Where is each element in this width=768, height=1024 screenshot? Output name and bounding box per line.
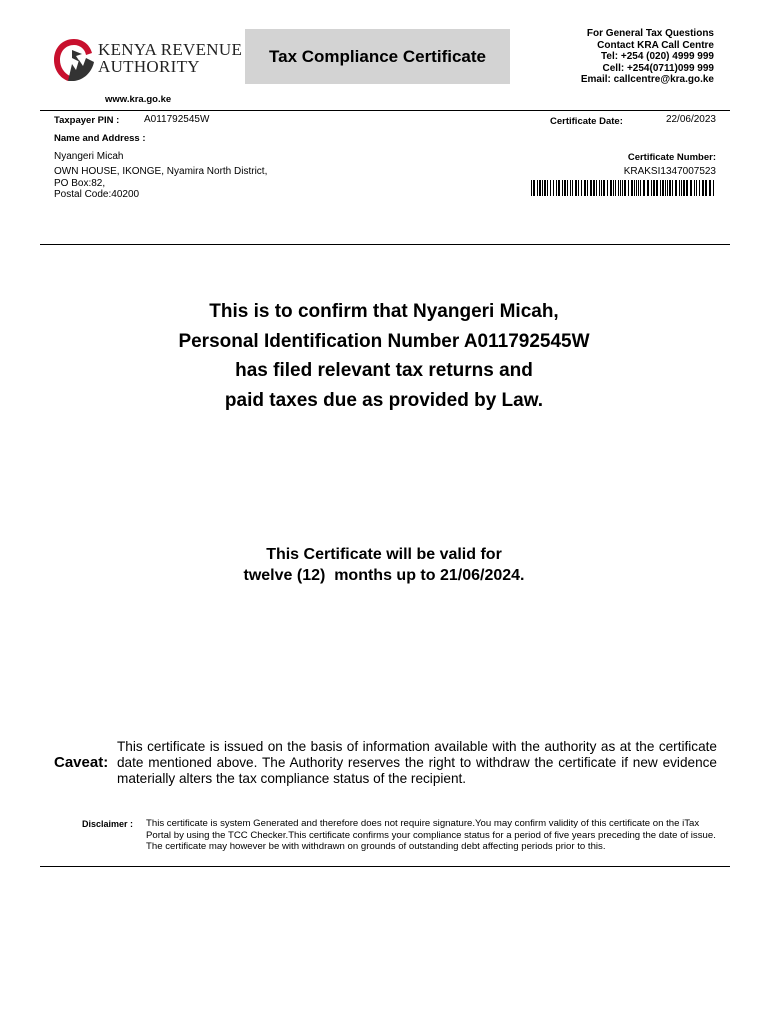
barcode-bar bbox=[683, 180, 685, 196]
statement-line-3: has filed relevant tax returns and bbox=[235, 360, 533, 381]
pin-value: A011792545W bbox=[144, 114, 210, 125]
contact-call-centre: Contact KRA Call Centre bbox=[597, 39, 714, 51]
barcode-bar bbox=[679, 180, 680, 196]
barcode-bar bbox=[539, 180, 541, 196]
barcode-bar bbox=[567, 180, 568, 196]
barcode-bar bbox=[587, 180, 588, 196]
barcode-bar bbox=[694, 180, 695, 196]
barcode-bar bbox=[713, 180, 714, 196]
barcode-bar bbox=[601, 180, 602, 196]
pin-label: Taxpayer PIN : bbox=[54, 115, 120, 126]
barcode-bar bbox=[620, 180, 621, 196]
barcode-icon bbox=[531, 180, 716, 196]
contact-email: Email: callcentre@kra.go.ke bbox=[580, 74, 714, 86]
barcode-bar bbox=[618, 180, 619, 196]
name-address-label: Name and Address : bbox=[54, 133, 146, 144]
barcode-bar bbox=[662, 180, 664, 196]
barcode-bar bbox=[699, 180, 700, 196]
contact-info bbox=[581, 28, 714, 86]
barcode-bar bbox=[696, 180, 697, 196]
kra-lion-logo-icon bbox=[52, 36, 96, 82]
barcode-bar bbox=[613, 180, 614, 196]
header-divider bbox=[40, 110, 730, 111]
logo-line-1: KENYA REVENUE bbox=[98, 40, 243, 59]
barcode-bar bbox=[570, 180, 571, 196]
barcode-bar bbox=[542, 180, 543, 196]
barcode-bar bbox=[553, 180, 554, 196]
taxpayer-name: Nyangeri Micah bbox=[54, 151, 124, 162]
address-line-2: PO Box:82, bbox=[54, 177, 106, 189]
kra-logo bbox=[52, 36, 243, 86]
barcode-bar bbox=[690, 180, 692, 196]
contact-heading: For General Tax Questions bbox=[586, 28, 714, 39]
barcode-bar bbox=[647, 180, 649, 196]
compliance-statement bbox=[0, 297, 768, 415]
barcode-bar bbox=[665, 180, 666, 196]
barcode-bar bbox=[672, 180, 673, 196]
caveat-label: Caveat: bbox=[54, 754, 109, 771]
barcode-bar bbox=[531, 180, 532, 196]
barcode-bar bbox=[624, 180, 626, 196]
barcode-bar bbox=[572, 180, 573, 196]
barcode-bar bbox=[638, 180, 639, 196]
barcode-bar bbox=[584, 180, 586, 196]
barcode-bar bbox=[705, 180, 707, 196]
address-line-1: OWN HOUSE, IKONGE, Nyamira North District, bbox=[54, 166, 268, 177]
barcode-bar bbox=[581, 180, 582, 196]
barcode-bar bbox=[544, 180, 546, 196]
barcode-bar bbox=[709, 180, 711, 196]
barcode-bar bbox=[640, 180, 641, 196]
logo-line-2: AUTHORITY bbox=[98, 57, 200, 76]
barcode-bar bbox=[558, 180, 560, 196]
barcode-bar bbox=[631, 180, 633, 196]
barcode-bar bbox=[537, 180, 538, 196]
barcode-bar bbox=[681, 180, 682, 196]
footer-divider bbox=[40, 866, 730, 867]
certificate-number-value: KRAKSI1347007523 bbox=[623, 166, 716, 177]
barcode-bar bbox=[562, 180, 563, 196]
barcode-bar bbox=[556, 180, 557, 196]
barcode-bar bbox=[533, 180, 535, 196]
barcode-bar bbox=[596, 180, 597, 196]
barcode-bar bbox=[669, 180, 671, 196]
certificate-title: Tax Compliance Certificate bbox=[245, 29, 510, 84]
barcode-bar bbox=[590, 180, 592, 196]
contact-tel: Tel: +254 (020) 4999 999 bbox=[601, 51, 714, 63]
barcode-bar bbox=[599, 180, 600, 196]
barcode-bar bbox=[564, 180, 566, 196]
caveat-text: This certificate is issued on the basis of information available with the authority as at the certificate date mentioned above. The Authority reserves the right to withdraw the certificate if new evidence materially alters the tax compliance status of the recipient. bbox=[117, 739, 717, 786]
barcode-bar bbox=[634, 180, 635, 196]
barcode-bar bbox=[667, 180, 668, 196]
disclaimer-text: This certificate is system Generated and therefore does not require signature.You may confirm validity of this certificate on the iTax Portal by using the TCC Checker.This certificate confirms your compliance status for a period of five years preceding the date of issue. The certificate may however be with withdrawn on grounds of outstanding debt affecting periods prior to this. bbox=[146, 818, 716, 853]
barcode-bar bbox=[622, 180, 623, 196]
statement-line-4: paid taxes due as provided by Law. bbox=[224, 389, 544, 411]
barcode-bar bbox=[547, 180, 548, 196]
contact-cell: Cell: +254(0711)099 999 bbox=[602, 62, 714, 74]
barcode-bar bbox=[702, 180, 704, 196]
barcode-bar bbox=[656, 180, 658, 196]
validity-statement bbox=[0, 544, 768, 586]
statement-line-1: This is to confirm that Nyangeri Micah, bbox=[209, 301, 559, 322]
barcode-bar bbox=[550, 180, 551, 196]
barcode-bar bbox=[675, 180, 677, 196]
certificate-date-label: Certificate Date: bbox=[550, 116, 623, 127]
barcode-bar bbox=[615, 180, 616, 196]
barcode-bar bbox=[653, 180, 655, 196]
barcode-bar bbox=[660, 180, 661, 196]
validity-line-1: This Certificate will be valid for bbox=[266, 546, 502, 563]
taxpayer-address bbox=[54, 166, 267, 201]
barcode-bar bbox=[636, 180, 637, 196]
barcode-bar bbox=[593, 180, 595, 196]
disclaimer-label: Disclaimer : bbox=[82, 819, 134, 829]
barcode-bar bbox=[651, 180, 652, 196]
barcode-bar bbox=[603, 180, 605, 196]
barcode-bar bbox=[578, 180, 579, 196]
validity-line-2: twelve (12) months up to 21/06/2024. bbox=[243, 567, 525, 584]
certificate-number-label: Certificate Number: bbox=[627, 152, 716, 163]
info-divider bbox=[40, 244, 730, 245]
certificate-date-value: 22/06/2023 bbox=[665, 114, 716, 125]
address-line-3: Postal Code:40200 bbox=[54, 189, 140, 201]
barcode-bar bbox=[643, 180, 645, 196]
barcode-bar bbox=[575, 180, 577, 196]
barcode-bar bbox=[610, 180, 612, 196]
website-link[interactable]: www.kra.go.ke bbox=[105, 94, 172, 105]
barcode-bar bbox=[628, 180, 629, 196]
barcode-bar bbox=[686, 180, 688, 196]
statement-line-2: Personal Identification Number A011792545W bbox=[178, 330, 590, 352]
barcode-bar bbox=[607, 180, 608, 196]
